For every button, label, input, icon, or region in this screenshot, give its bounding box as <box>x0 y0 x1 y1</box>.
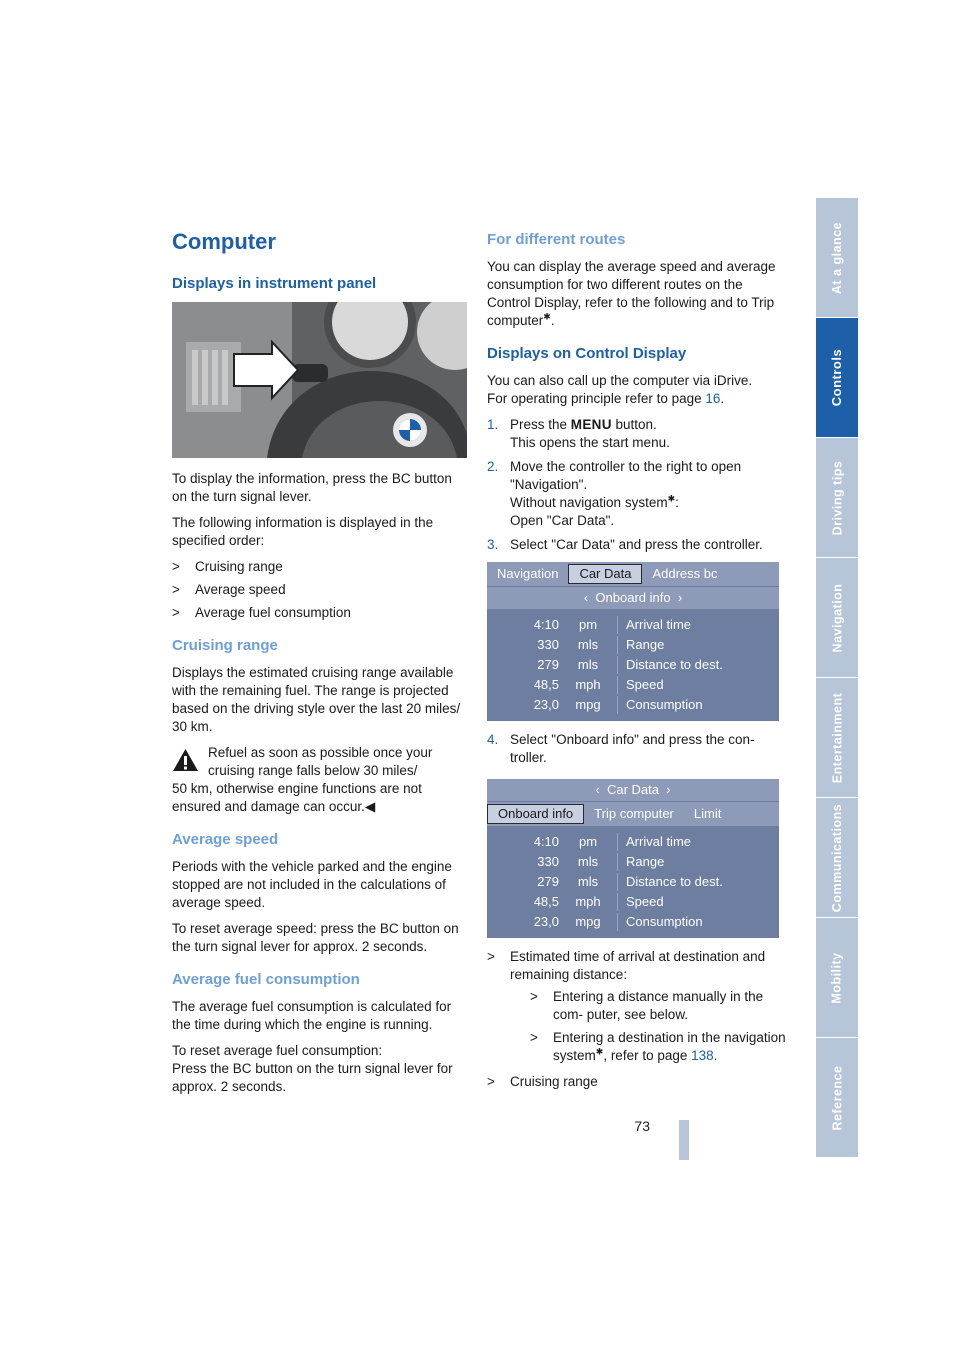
paragraph: To display the information, press the BC button on the turn signal lever. <box>172 471 452 504</box>
paragraph: Periods with the vehicle parked and the engine stopped are not included in the calculations of average speed. <box>172 859 452 910</box>
steering-wheel-illustration <box>172 302 467 458</box>
screen-subtitle: Onboard info <box>595 590 671 605</box>
side-tabs <box>816 198 858 1160</box>
page-number: 73 <box>634 1118 650 1134</box>
steering-wheel-photo <box>172 302 467 458</box>
list-item: > Estimated time of arrival at destination and remaining distance: > Entering a distance manually in the com- puter, see below. > Entering a destination in the navigation system✱, refer to page 138. <box>487 948 787 1065</box>
control-display-screen-onboard-info: ‹ Car Data › Onboard info Trip computer Limit 4:10 pm Arrival time 330 mls Range 279 mls Distance to dest. 48,5 mph Speed 23,0 mpg Consumption <box>487 779 779 938</box>
screen-tab-navigation: Navigation <box>497 566 559 581</box>
list-item: > Entering a destination in the navigation system✱, refer to page 138. <box>530 1029 787 1065</box>
table-row: 48,5 mph Speed <box>487 675 779 695</box>
tab-at-a-glance[interactable]: At a glance <box>816 198 858 317</box>
page-link[interactable]: 16 <box>705 391 721 406</box>
table-row: 23,0 mpg Consumption <box>487 912 779 932</box>
warning-triangle-icon <box>172 748 199 772</box>
subheading-different-routes: For different routes <box>487 231 626 248</box>
screen-tab-limit: Limit <box>693 806 722 821</box>
onboard-info-list <box>487 948 787 1091</box>
table-row: 279 mls Distance to dest. <box>487 655 779 675</box>
right-column: For different routes You can display the average speed and average consumption for two different routes on the Control Display, refer to the following and to Trip computer✱. Displays on Control Display You can also call up the computer via iDrive. For operating principle refer to page 16. 1. Press the MENU button. This opens the start menu. 2. Move the controller to the right to open "Navigation". Without navigation system✱: Open "Car Data". 3. Select "Car Data" and press the controller. Navigation Car Data Address bc ‹ Onboard info › 4:10 pm Arrival time 330 mls Range 279 mls Distance to dest. 48,5 mph Speed 23,0 mpg Consumption 4. Select "Onboard info" and press the con- troller. ‹ Car Data › Onboard info Trip computer Limit 4:10 pm Arrival time 330 mls Range 279 mls Distance to dest. 48,5 mph Speed 23,0 mpg Consumption > Estimated time of arrival at destination and remaining distance: > Entering a distance manually in the com- puter, see below. > Entering a destination in the navigation system✱, refer to page 138. > Cruising range <box>487 228 787 1099</box>
table-row: 23,0 mpg Consumption <box>487 695 779 715</box>
screen-tab-onboard-info: Onboard info <box>487 804 584 824</box>
tab-entertainment[interactable]: Entertainment <box>816 678 858 797</box>
screen-tab-trip-computer: Trip computer <box>594 806 674 821</box>
steps-list <box>487 416 787 554</box>
table-row: 330 mls Range <box>487 852 779 872</box>
paragraph: The following information is displayed in the specified order: <box>172 515 434 548</box>
menu-key: MENU <box>570 417 612 432</box>
list-item: > Cruising range <box>172 558 468 576</box>
paragraph: Press the BC button on the turn signal lever for approx. 2 seconds. <box>172 1061 453 1094</box>
page-link[interactable]: 138 <box>691 1048 714 1063</box>
screen-tab-address-book: Address bc <box>652 566 718 581</box>
list-item: > Average fuel consumption <box>172 604 468 622</box>
steps-list-continued <box>487 731 787 767</box>
tab-controls[interactable]: Controls <box>816 318 858 437</box>
section-heading-instrument-panel: Displays in instrument panel <box>172 275 377 292</box>
table-row: 330 mls Range <box>487 635 779 655</box>
table-row: 279 mls Distance to dest. <box>487 872 779 892</box>
step-item: 4. Select "Onboard info" and press the con- troller. <box>487 732 755 765</box>
table-row: 4:10 pm Arrival time <box>487 615 779 635</box>
tab-driving-tips[interactable]: Driving tips <box>816 438 858 557</box>
tab-navigation[interactable]: Navigation <box>816 558 858 677</box>
paragraph: The average fuel consumption is calculated for the time during which the engine is running. <box>172 999 452 1032</box>
step-item: 2. Move the controller to the right to open "Navigation". Without navigation system✱: Open "Car Data". <box>487 459 742 528</box>
screen-tab-car-data: Car Data <box>568 564 642 584</box>
page-title: Computer <box>172 229 276 254</box>
subheading-average-speed: Average speed <box>172 831 279 848</box>
list-item: > Entering a distance manually in the com- puter, see below. <box>530 988 787 1024</box>
list-item: > Average speed <box>172 581 468 599</box>
sub-list <box>530 988 787 1065</box>
screen-data-table <box>487 609 779 721</box>
screen-subtitle: Car Data <box>606 782 660 797</box>
warning-text-rest: 50 km, otherwise engine functions are not ensured and damage can occur. <box>172 781 422 814</box>
subheading-cruising-range: Cruising range <box>172 637 278 654</box>
display-order-list <box>172 558 468 622</box>
table-row: 48,5 mph Speed <box>487 892 779 912</box>
paragraph: You can display the average speed and average consumption for two different routes on the Control Display, refer to the following and to Trip computer <box>487 259 776 328</box>
section-heading-control-display: Displays on Control Display <box>487 345 687 362</box>
subheading-average-fuel: Average fuel consumption <box>172 971 360 988</box>
paragraph: To reset average fuel consumption: <box>172 1043 383 1058</box>
paragraph: Displays the estimated cruising range available with the remaining fuel. The range is projected based on the driving style over the last 20 miles/ 30 km. <box>172 665 461 734</box>
step-item: 3. Select "Car Data" and press the controller. <box>487 537 763 552</box>
table-row: 4:10 pm Arrival time <box>487 832 779 852</box>
step-item: 1. Press the MENU button. This opens the start menu. <box>487 417 670 450</box>
tab-mobility[interactable]: Mobility <box>816 918 858 1037</box>
warning-note: Refuel as soon as possible once your cruising range falls below 30 miles/ 50 km, otherwise engine functions are not ensured and damage can occur.◀ <box>172 744 468 816</box>
screen-data-table <box>487 826 779 938</box>
paragraph: To reset average speed: press the BC button on the turn signal lever for approx. 2 seconds. <box>172 921 459 954</box>
page-bar <box>679 1120 689 1160</box>
tab-reference[interactable]: Reference <box>816 1038 858 1157</box>
control-display-screen-car-data: Navigation Car Data Address bc ‹ Onboard info › 4:10 pm Arrival time 330 mls Range 279 mls Distance to dest. 48,5 mph Speed 23,0 mpg Consumption <box>487 562 779 721</box>
warning-text: Refuel as soon as possible once your cruising range falls below 30 miles/ <box>208 745 433 778</box>
list-item: > Cruising range <box>487 1073 787 1091</box>
tab-communications[interactable]: Communications <box>816 798 858 917</box>
left-column <box>172 228 468 1104</box>
